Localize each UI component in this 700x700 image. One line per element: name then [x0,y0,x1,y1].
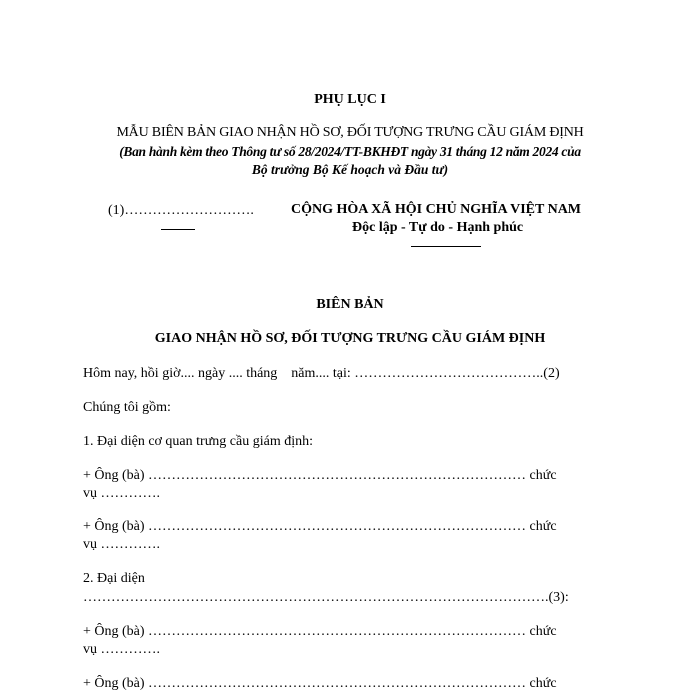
participants-intro: Chúng tôi gồm: [83,400,171,415]
issued-by-line-2: Bộ trưởng Bộ Kế hoạch và Đầu tư) [251,162,449,177]
issued-by-line-1: (Ban hành kèm theo Thông tư số 28/2024/TT-BKHĐT ngày 31 tháng 12 năm 2024 của [119,144,581,159]
document-type: BIÊN BẢN [316,297,384,312]
motto: Độc lập - Tự do - Hạnh phúc [352,220,524,235]
person-1-line: + Ông (bà) ……………………………………………………………………… chức [83,468,557,483]
document-subject: GIAO NHẬN HỒ SƠ, ĐỐI TƯỢNG TRƯNG CẦU GIÁM ĐỊNH [154,331,546,346]
section-1-heading: 1. Đại diện cơ quan trưng cầu giám định: [83,434,313,449]
national-title: CỘNG HÒA XÃ HỘI CHỦ NGHĨA VIỆT NAM [291,202,582,217]
date-place-line: Hôm nay, hồi giờ.... ngày .... tháng năm.... tại: …………………………………..(2) [83,366,560,381]
person-3-line: + Ông (bà) ……………………………………………………………………… chức [83,624,557,639]
person-3-position: vụ …………. [83,642,160,657]
agency-underline [161,229,195,231]
motto-underline [411,246,481,248]
person-4-line: + Ông (bà) ……………………………………………………………………… chức [83,676,557,691]
section-2-heading: 2. Đại diện [83,571,145,586]
appendix-title: PHỤ LỤC I [314,92,386,107]
section-2-entity-dots: ……………………………………………………………………………………….(3): [83,590,569,605]
form-title: MẪU BIÊN BẢN GIAO NHẬN HỒ SƠ, ĐỐI TƯỢNG TRƯNG CẦU GIÁM ĐỊNH [116,125,584,140]
person-2-position: vụ …………. [83,537,160,552]
agency-placeholder: (1)………………………. [108,203,254,218]
person-2-line: + Ông (bà) ……………………………………………………………………… chức [83,519,557,534]
person-1-position: vụ …………. [83,486,160,501]
